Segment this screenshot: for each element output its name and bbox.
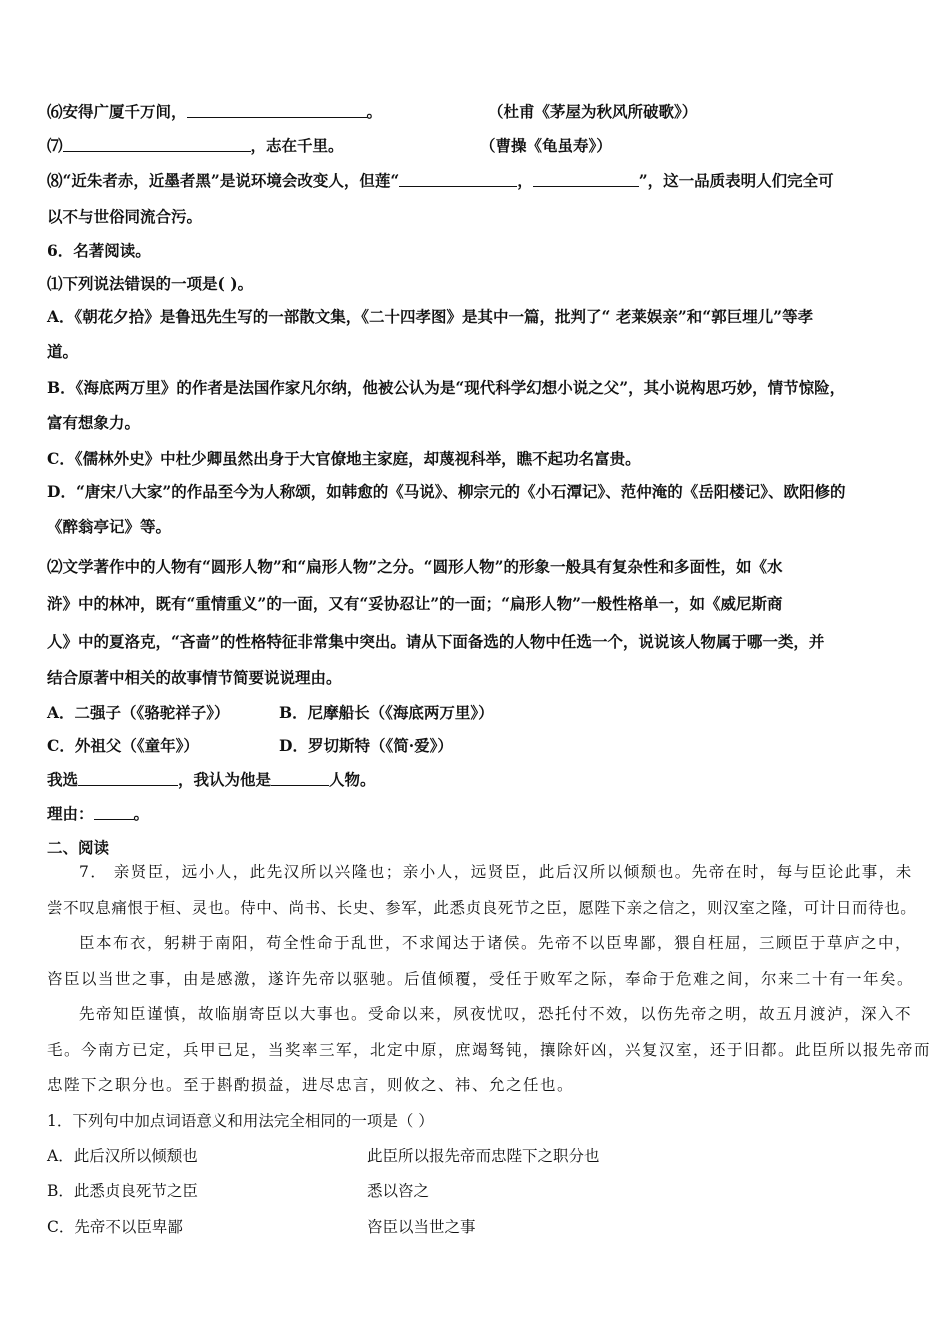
poem-line-7: ⑺ ，志在千里。 bbox=[47, 136, 344, 155]
blank-8a[interactable] bbox=[399, 172, 517, 187]
reading-q1-option-a-right: 此臣所以报先帝而忠陛下之职分也 bbox=[367, 1147, 600, 1165]
choice-c[interactable]: C．外祖父（《童年》） bbox=[47, 736, 199, 755]
reading-q1: 1．下列句中加点词语意义和用法完全相同的一项是（ ） bbox=[47, 1112, 434, 1130]
select-blank-character[interactable] bbox=[78, 771, 178, 786]
passage-p3-line2: 毛。今南方已定，兵甲已足，当奖率三军，北定中原，庶竭驽钝，攘除奸凶，兴复汉室，还于旧都。此臣所以报先帝而 bbox=[47, 1041, 932, 1059]
blank-6[interactable] bbox=[187, 103, 367, 118]
passage-p1-line2: 尝不叹息痛恨于桓、灵也。侍中、尚书、长史、参军，此悉贞良死节之臣，愿陛下亲之信之，则汉室之隆，可计日而待也。 bbox=[47, 899, 917, 917]
poem-source-6: （杜甫《茅屋为秋风所破歌》） bbox=[488, 102, 698, 121]
q6-sub2-line4: 结合原著中相关的故事情节简要说说理由。 bbox=[47, 668, 342, 687]
q6-option-d-cont: 《醉翁亭记》等。 bbox=[47, 517, 172, 536]
passage-p2-line2: 咨臣以当世之事，由是感激，遂许先帝以驱驰。后值倾覆，受任于败军之际，奉命于危难之间，尔来二十有一年矣。 bbox=[47, 970, 915, 988]
poem-source-7: （曹操《龟虽寿》） bbox=[480, 136, 612, 155]
reading-q1-option-a-left[interactable]: A．此后汉所以倾颓也 bbox=[47, 1147, 198, 1165]
q6-option-c[interactable]: C．《儒林外史》中杜少卿虽然出身于大官僚地主家庭，却蔑视科举，瞧不起功名富贵。 bbox=[47, 449, 641, 468]
poem-line-8: ⑻“近朱者赤，近墨者黑”是说环境会改变人，但莲“ ， ”，这一品质表明人们完全可 bbox=[47, 171, 834, 190]
q6-sub2-line2: 浒》中的林冲，既有“重情重义”的一面，又有“妥协忍让”的一面；“扁形人物”一般性格单一，如《威尼斯商 bbox=[47, 594, 783, 613]
q6-title: 6．名著阅读。 bbox=[47, 241, 151, 260]
reading-q1-option-c-left[interactable]: C．先帝不以臣卑鄙 bbox=[47, 1218, 183, 1236]
q6-sub2-line1: ⑵文学著作中的人物有“圆形人物”和“扁形人物”之分。“圆形人物”的形象一般具有复杂性和多面性，如《水 bbox=[47, 557, 783, 576]
reason-blank[interactable] bbox=[94, 805, 134, 820]
q6-option-b-cont: 富有想象力。 bbox=[47, 413, 141, 432]
choice-a[interactable]: A．二强子（《骆驼祥子》） bbox=[47, 703, 230, 722]
choice-b[interactable]: B．尼摩船长（《海底两万里》） bbox=[279, 703, 494, 722]
select-line: 我选 ，我认为他是 人物。 bbox=[47, 770, 376, 789]
passage-p3-line3: 忠陛下之职分也。至于斟酌损益，进尽忠言，则攸之、祎、允之任也。 bbox=[47, 1076, 575, 1094]
q6-option-a-cont: 道。 bbox=[47, 342, 79, 361]
section-title: 二、阅读 bbox=[47, 838, 110, 857]
reading-q1-option-b-right: 悉以咨之 bbox=[367, 1182, 430, 1200]
q6-sub1: ⑴下列说法错误的一项是( )。 bbox=[47, 274, 254, 293]
poem-line-6: ⑹安得广厦千万间， 。 bbox=[47, 102, 383, 121]
blank-7[interactable] bbox=[63, 137, 251, 152]
q6-option-a[interactable]: A．《朝花夕拾》是鲁迅先生写的一部散文集，《二十四孝图》是其中一篇，批判了“ 老莱娱亲”和“郭巨埋儿”等孝 bbox=[47, 307, 814, 326]
choice-d[interactable]: D．罗切斯特（《简·爱》） bbox=[279, 736, 453, 755]
passage-p3-line1: 先帝知臣谨慎，故临崩寄臣以大事也。受命以来，夙夜忧叹，恐托付不效，以伤先帝之明，故五月渡泸，深入不 bbox=[79, 1005, 913, 1023]
select-blank-type[interactable] bbox=[271, 771, 329, 786]
poem-line-8-cont: 以不与世俗同流合污。 bbox=[47, 207, 203, 226]
passage-p2-line1: 臣本布衣，躬耕于南阳，苟全性命于乱世，不求闻达于诸侯。先帝不以臣卑鄙，猥自枉屈，三顾臣于草庐之中， bbox=[79, 934, 913, 952]
q6-sub2-line3: 人》中的夏洛克，“吝啬”的性格特征非常集中突出。请从下面备选的人物中任选一个，说说该人物属于哪一类，并 bbox=[47, 632, 825, 651]
blank-8b[interactable] bbox=[533, 172, 639, 187]
reading-q1-option-c-right: 咨臣以当世之事 bbox=[367, 1218, 476, 1236]
reason-line: 理由： 。 bbox=[47, 804, 150, 823]
reading-q1-option-b-left[interactable]: B．此悉贞良死节之臣 bbox=[47, 1182, 198, 1200]
q6-option-b[interactable]: B．《海底两万里》的作者是法国作家凡尔纳，他被公认为是“现代科学幻想小说之父”，其小说构思巧妙，情节惊险， bbox=[47, 378, 846, 397]
passage-p1-line1: 7． 亲贤臣，远小人，此先汉所以兴隆也；亲小人，远贤臣，此后汉所以倾颓也。先帝在时，每与臣论此事，未 bbox=[79, 863, 913, 881]
q6-option-d[interactable]: D．“唐宋八大家”的作品至今为人称颂，如韩愈的《马说》、柳宗元的《小石潭记》、范仲淹的《岳阳楼记》、欧阳修的 bbox=[47, 482, 846, 501]
